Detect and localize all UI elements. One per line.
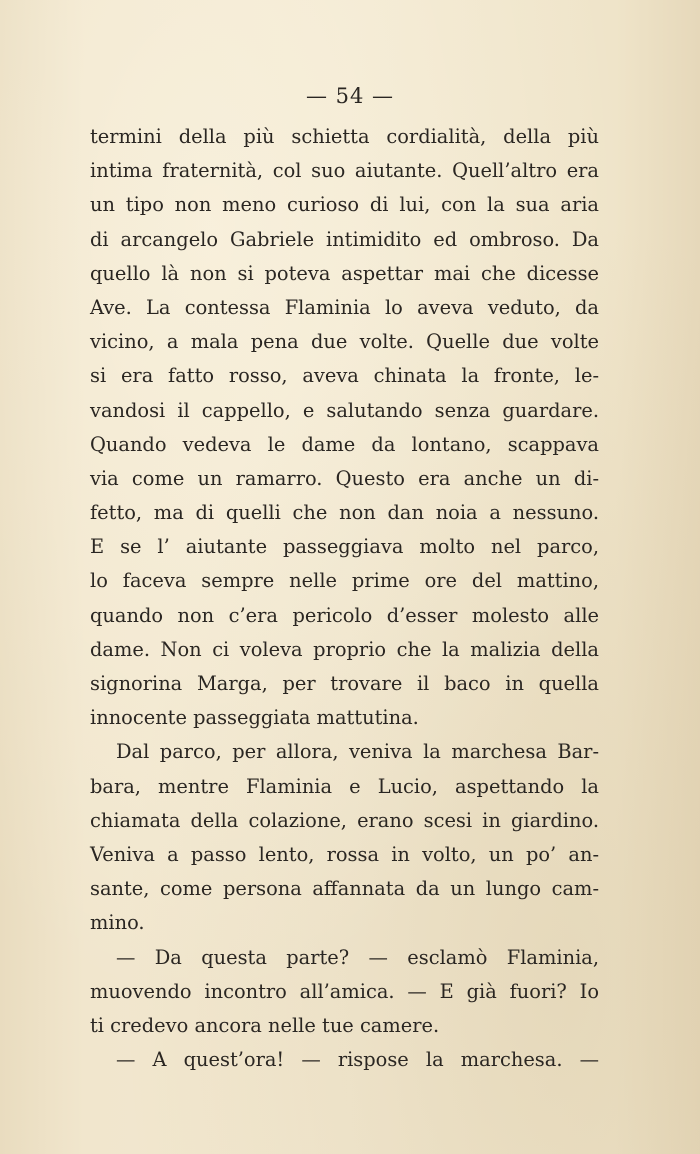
- body-text: [90, 120, 599, 1077]
- text-line: chiamata della colazione, erano scesi in giardino.: [90, 808, 599, 832]
- text-line: Quando vedeva le dame da lontano, scappava: [90, 432, 599, 456]
- text-line: dame. Non ci voleva proprio che la malizia della: [90, 637, 599, 661]
- text-line: fetto, ma di quelli che non dan noia a nessuno.: [90, 501, 599, 525]
- text-line: vicino, a mala pena due volte. Quelle due volte: [90, 330, 599, 354]
- text-line: vandosi il cappello, e salutando senza guardare.: [90, 398, 599, 422]
- text-line: innocente passeggiata mattutina.: [90, 706, 419, 730]
- text-line: sante, come persona affannata da un lungo cam-: [90, 877, 599, 901]
- text-line: E se l’ aiutante passeggiava molto nel parco,: [90, 535, 599, 559]
- text-line: ti credevo ancora nelle tue camere.: [90, 1013, 440, 1037]
- text-line: Ave. La contessa Flaminia lo aveva veduto, da: [90, 295, 599, 319]
- text-line: — Da questa parte? — esclamò Flaminia,: [116, 945, 599, 969]
- text-line: termini della più schietta cordialità, della più: [90, 125, 599, 148]
- text-line: di arcangelo Gabriele intimidito ed ombroso. Da: [90, 227, 599, 251]
- text-line: Veniva a passo lento, rossa in volto, un po’ an-: [90, 842, 599, 866]
- text-line: bara, mentre Flaminia e Lucio, aspettando la: [90, 774, 599, 798]
- text-line: Dal parco, per allora, veniva la marchesa Bar-: [116, 740, 599, 764]
- text-line: lo faceva sempre nelle prime ore del mattino,: [90, 569, 599, 593]
- text-line: — A quest’ora! — rispose la marchesa. —: [116, 1048, 599, 1072]
- text-line: intima fraternità, col suo aiutante. Quell’altro era: [90, 159, 599, 183]
- text-line: signorina Marga, per trovare il baco in quella: [90, 672, 599, 695]
- text-line: quando non c’era pericolo d’esser molesto alle: [90, 603, 599, 627]
- text-line: muovendo incontro all’amica. — E già fuori? Io: [90, 979, 599, 1003]
- text-line: mino.: [90, 911, 145, 935]
- text-line: via come un ramarro. Questo era anche un di-: [90, 466, 599, 490]
- text-line: quello là non si poteva aspettar mai che dicesse: [90, 261, 599, 285]
- page-number: — 54 —: [305, 84, 395, 108]
- text-line: si era fatto rosso, aveva chinata la fronte, le-: [90, 364, 599, 388]
- text-line: un tipo non meno curioso di lui, con la sua aria: [90, 193, 599, 217]
